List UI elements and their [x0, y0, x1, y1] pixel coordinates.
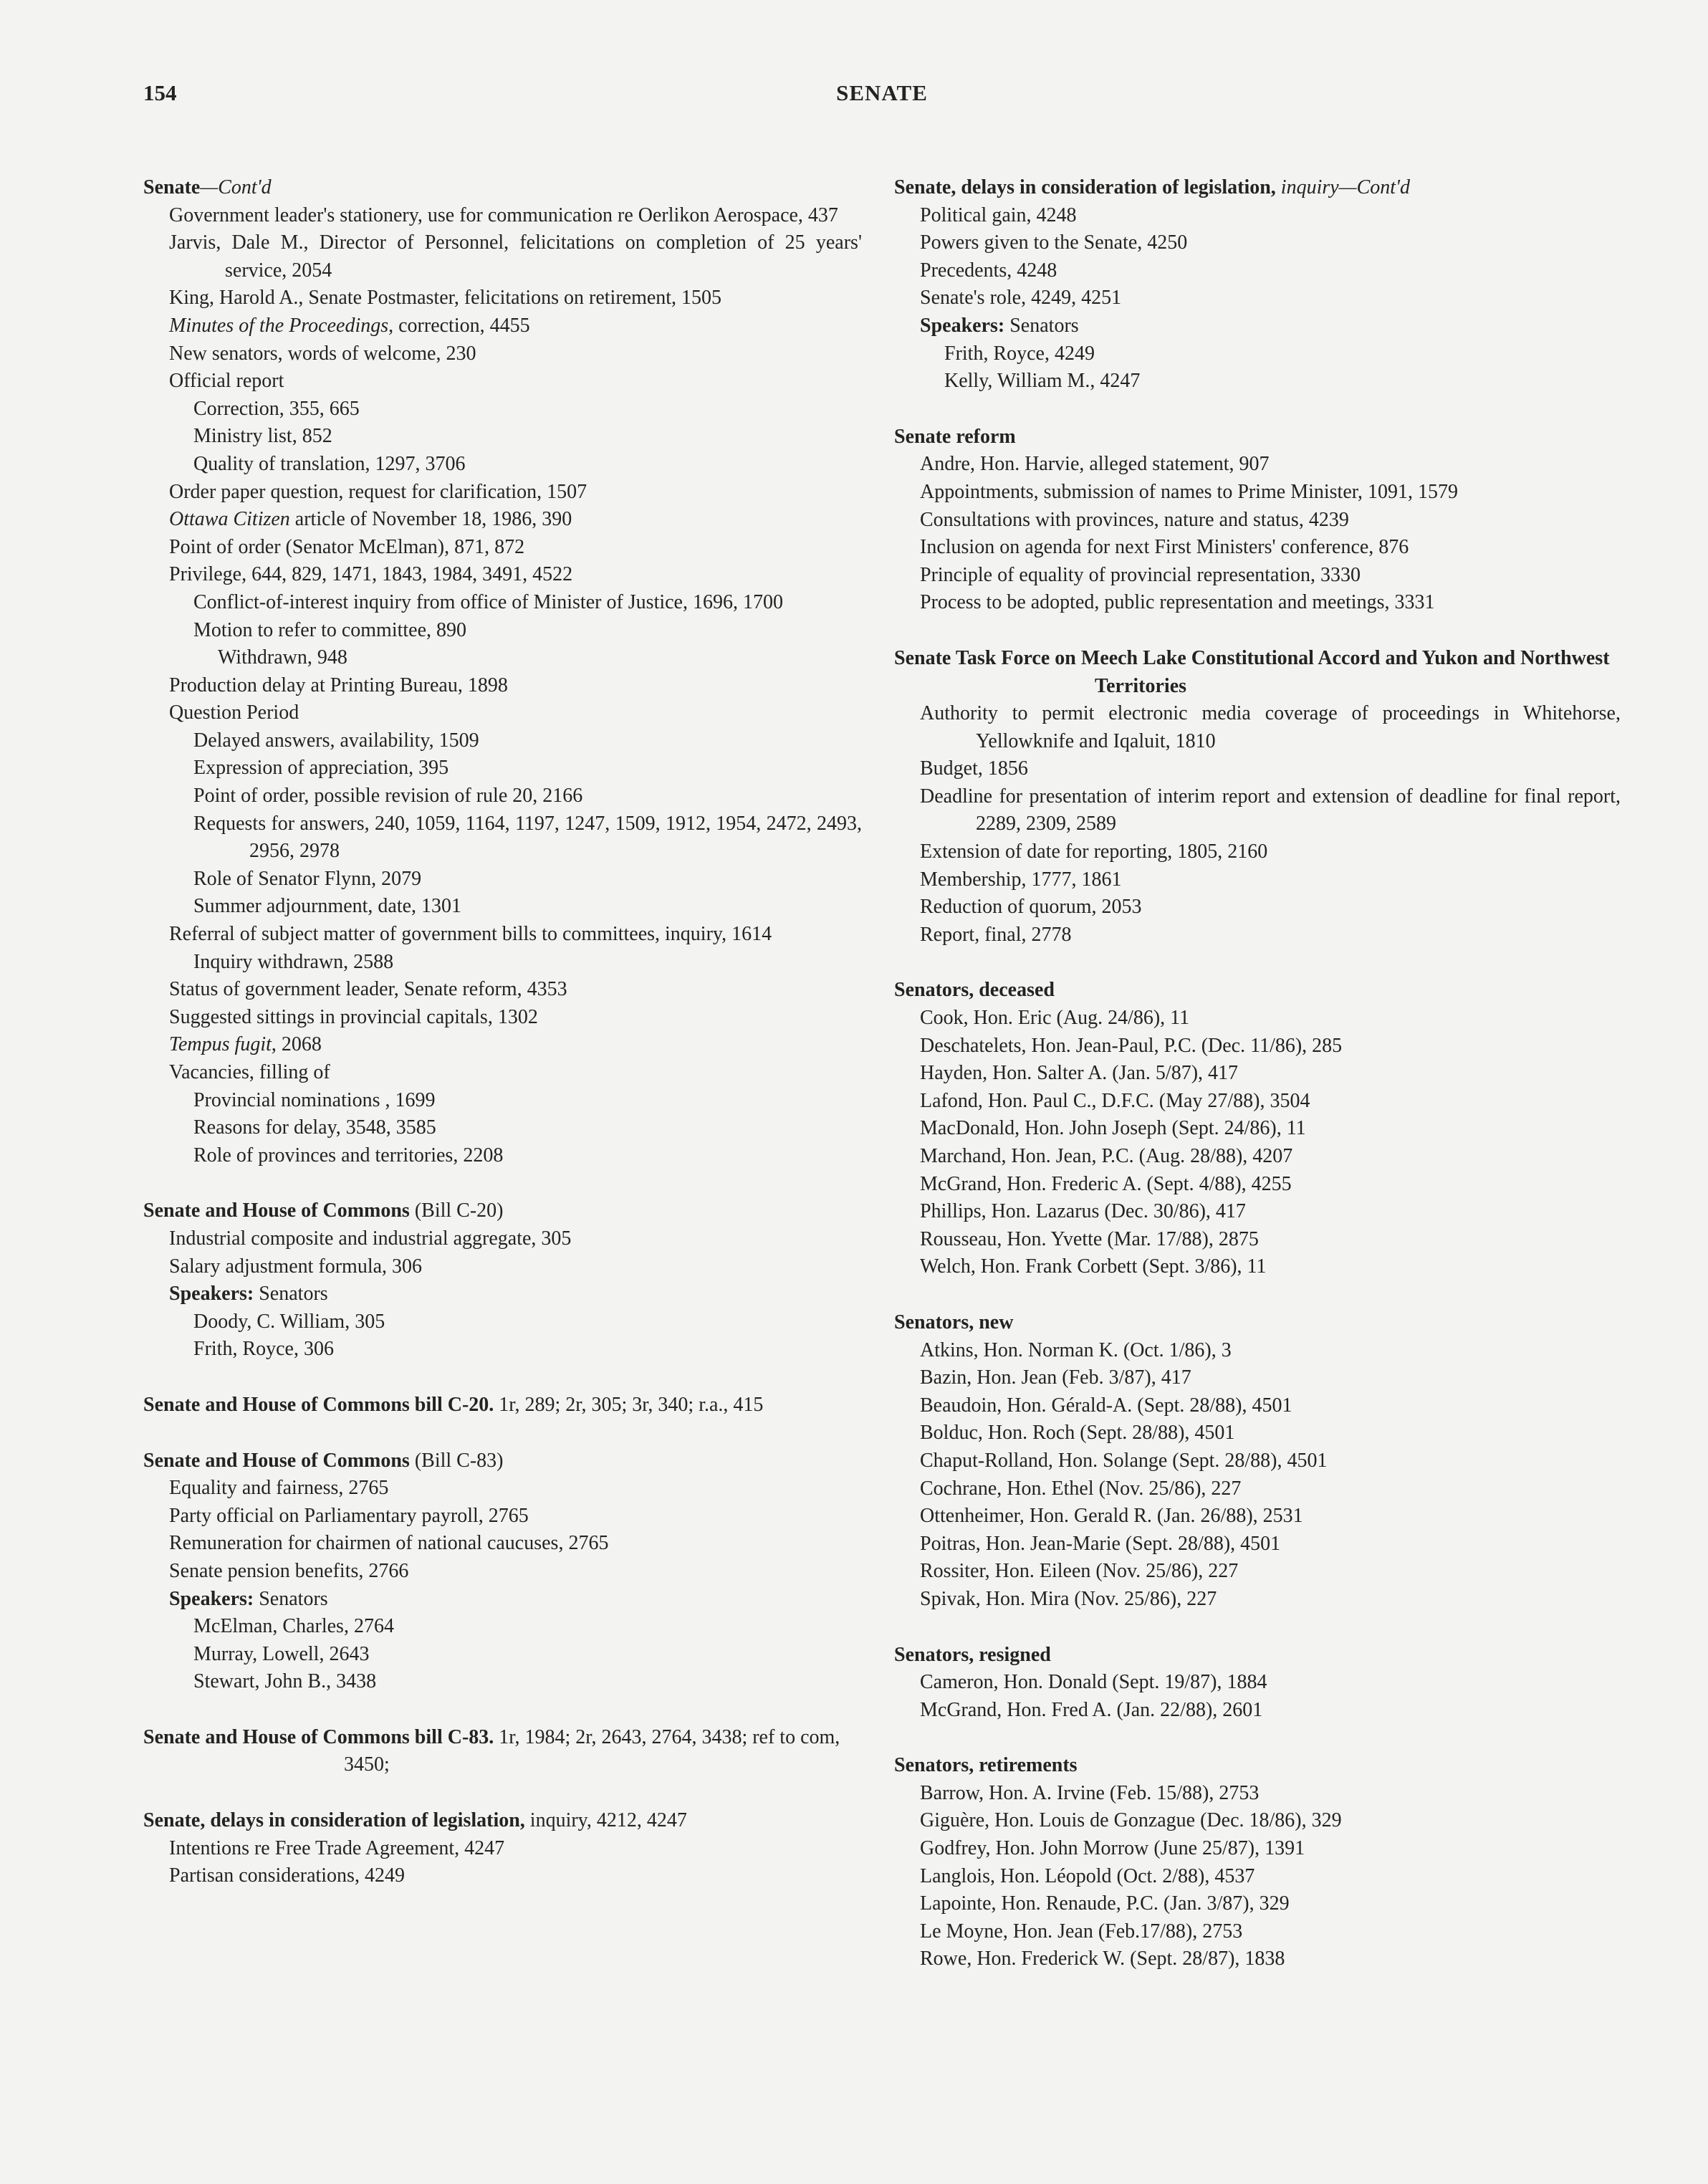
entry-heading: [143, 1447, 862, 1475]
subentry-line: [894, 1586, 1621, 1614]
subentry-line: [143, 893, 862, 921]
entry-heading: [143, 1392, 862, 1419]
entry-heading-text: Senate and House of Commons bill C-20.: [143, 1393, 494, 1416]
subentry-line: [143, 921, 862, 949]
entry-heading-suffix: 1r, 289; 2r, 305; 3r, 340; r.a., 415: [494, 1393, 764, 1416]
subentry-text: Stewart, John B., 3438: [193, 1670, 377, 1693]
subentry-line: [894, 783, 1621, 838]
subentry-text: Lapointe, Hon. Renaude, P.C. (Jan. 3/87), 329: [920, 1892, 1290, 1915]
subentry-line: [894, 1835, 1621, 1863]
subentry-line: [894, 1198, 1621, 1226]
subentry-text: Spivak, Hon. Mira (Nov. 25/86), 227: [920, 1587, 1217, 1610]
subentry-line: [894, 229, 1621, 257]
subentry-text: Welch, Hon. Frank Corbett (Sept. 3/86), 11: [920, 1255, 1267, 1278]
entry-heading: [143, 1197, 862, 1225]
subentry-text: Rousseau, Hon. Yvette (Mar. 17/88), 2875: [920, 1227, 1259, 1250]
subentry-text: Appointments, submission of names to Prime Minister, 1091, 1579: [920, 480, 1458, 503]
subentry-line: [143, 1087, 862, 1115]
subentry-text: , 2068: [271, 1033, 322, 1056]
index-entry: [894, 645, 1621, 949]
subentry-text: Authority to permit electronic media coverage of proceedings in Whitehorse, Yellowknife and Iqaluit, 1810: [920, 702, 1621, 752]
subentry-text: Deadline for presentation of interim report and extension of deadline for final report, 2289, 2309, 2589: [920, 785, 1621, 835]
subentry-text: McGrand, Hon. Fred A. (Jan. 22/88), 2601: [920, 1698, 1263, 1721]
running-title: SENATE: [836, 80, 928, 105]
subentry-text: Jarvis, Dale M., Director of Personnel, felicitations on completion of 25 years' service, 2054: [169, 231, 862, 282]
subentry-line: [894, 368, 1621, 396]
index-entry: [143, 174, 862, 1169]
subentry-line: [894, 202, 1621, 230]
subentry-text: Bolduc, Hon. Roch (Sept. 28/88), 4501: [920, 1422, 1235, 1445]
index-entry: [894, 977, 1621, 1281]
subentry-line: [894, 562, 1621, 590]
entry-heading-text: Senate and House of Commons: [143, 1199, 410, 1222]
subentry-line: [894, 921, 1621, 949]
subentry-text: Industrial composite and industrial aggregate, 305: [169, 1227, 572, 1250]
subentry-text: Role of Senator Flynn, 2079: [193, 867, 422, 890]
italic-title: Ottawa Citizen: [169, 508, 290, 531]
subentry-line: [894, 257, 1621, 285]
subentry-text: Correction, 355, 665: [193, 397, 360, 420]
subentry-text: Hayden, Hon. Salter A. (Jan. 5/87), 417: [920, 1062, 1239, 1085]
entry-heading-text: Senate and House of Commons bill C-83.: [143, 1725, 494, 1748]
subentry-line: [143, 312, 862, 340]
page-header: [143, 80, 1621, 116]
subentry-line: [894, 1364, 1621, 1392]
subentry-line: [894, 1337, 1621, 1365]
subentry-text: Deschatelets, Hon. Jean-Paul, P.C. (Dec. 11/86), 285: [920, 1034, 1343, 1057]
index-entry: [143, 1807, 862, 1890]
subentry-line: [894, 312, 1621, 340]
subentry-line: [143, 479, 862, 507]
subentry-line: [894, 1005, 1621, 1033]
subentry-text: Political gain, 4248: [920, 203, 1077, 226]
subentry-text: Frith, Royce, 306: [193, 1338, 334, 1361]
index-entry: [894, 423, 1621, 617]
index-column-right: [894, 174, 1621, 2001]
entry-heading-text: Senators, retirements: [894, 1754, 1078, 1777]
subentry-text: McGrand, Hon. Frederic A. (Sept. 4/88), 4255: [920, 1172, 1292, 1195]
subentry-text: Motion to refer to committee, 890: [193, 618, 467, 641]
subentry-line: [143, 1114, 862, 1142]
subentry-text: Senate's role, 4249, 4251: [920, 287, 1122, 310]
subentry-text: Government leader's stationery, use for communication re Oerlikon Aerospace, 437: [169, 203, 838, 226]
entry-heading: [894, 423, 1621, 451]
subentry-text: McElman, Charles, 2764: [193, 1615, 394, 1638]
subentry-line: [894, 1392, 1621, 1420]
subentry-text: Reduction of quorum, 2053: [920, 896, 1142, 919]
subentry-text: Requests for answers, 240, 1059, 1164, 1197, 1247, 1509, 1912, 1954, 2472, 2493, 2956, 2978: [193, 812, 862, 863]
subentry-text: Cameron, Hon. Donald (Sept. 19/87), 1884: [920, 1671, 1267, 1694]
subentry-text: Barrow, Hon. A. Irvine (Feb. 15/88), 2753: [920, 1781, 1260, 1804]
entry-heading-text: Senators, new: [894, 1311, 1014, 1333]
subentry-text: Partisan considerations, 4249: [169, 1864, 405, 1887]
page-number: 154: [143, 80, 177, 105]
subentry-line: [143, 755, 862, 782]
subentry-text: Cochrane, Hon. Ethel (Nov. 25/86), 227: [920, 1477, 1242, 1500]
subentry-text: Lafond, Hon. Paul C., D.F.C. (May 27/88), 3504: [920, 1089, 1310, 1112]
subentry-line: [894, 340, 1621, 368]
entry-heading-text: Senators, resigned: [894, 1643, 1051, 1666]
subentry-line: [143, 1641, 862, 1669]
subentry-line: [143, 1862, 862, 1890]
subentry-line: [894, 866, 1621, 894]
subentry-text: Point of order (Senator McElman), 871, 872: [169, 535, 525, 558]
subentry-text: Consultations with provinces, nature and status, 4239: [920, 508, 1349, 531]
subentry-line: [894, 1807, 1621, 1835]
subentry-text: Rossiter, Hon. Eileen (Nov. 25/86), 227: [920, 1560, 1239, 1583]
subentry-line: [143, 727, 862, 755]
subentry-line: [143, 976, 862, 1004]
subentry-line: [894, 1890, 1621, 1918]
subentry-line: [143, 1530, 862, 1558]
subentry-line: [143, 1586, 862, 1614]
entry-heading-text: Senate Task Force on Meech Lake Constitutional Accord and Yukon and Northwest Territories: [894, 646, 1610, 697]
subentry-text: Reasons for delay, 3548, 3585: [193, 1116, 436, 1139]
subentry-line: [143, 1475, 862, 1503]
subentry-line: [143, 1225, 862, 1253]
entry-heading-text: Senate, delays in consideration of legislation,: [894, 176, 1276, 198]
subentry-text: Cook, Hon. Eric (Aug. 24/86), 11: [920, 1007, 1190, 1030]
subentry-line: [894, 1226, 1621, 1254]
subentry-text: Frith, Royce, 4249: [944, 342, 1095, 365]
subentry-line: [894, 838, 1621, 866]
subentry-line: [143, 423, 862, 451]
subentry-text: Budget, 1856: [920, 757, 1028, 780]
subentry-line: [894, 1447, 1621, 1475]
subentry-text: Le Moyne, Hon. Jean (Feb.17/88), 2753: [920, 1920, 1243, 1943]
subentry-line: [894, 894, 1621, 921]
entry-heading-text: Senate, delays in consideration of legislation,: [143, 1809, 525, 1832]
subentry-text: Privilege, 644, 829, 1471, 1843, 1984, 3491, 4522: [169, 563, 573, 586]
subentry-text: Chaput-Rolland, Hon. Solange (Sept. 28/88), 4501: [920, 1449, 1328, 1472]
subentry-line: [894, 1033, 1621, 1060]
subentry-text: Withdrawn, 948: [218, 646, 347, 669]
subentry-line: [894, 1115, 1621, 1143]
subentry-text: Godfrey, Hon. John Morrow (June 25/87), 1391: [920, 1837, 1305, 1860]
subentry-line: [143, 1613, 862, 1641]
subentry-line: [143, 229, 862, 284]
index-entry: [143, 1724, 862, 1779]
subentry-text: Point of order, possible revision of rule 20, 2166: [193, 785, 583, 808]
subentry-line: [143, 506, 862, 534]
italic-title: Tempus fugit: [169, 1033, 272, 1056]
subentry-line: [894, 1088, 1621, 1116]
subentry-text: Party official on Parliamentary payroll, 2765: [169, 1504, 529, 1527]
subentry-line: [894, 534, 1621, 562]
subentry-text: Langlois, Hon. Léopold (Oct. 2/88), 4537: [920, 1864, 1255, 1887]
subentry-text: Report, final, 2778: [920, 923, 1072, 946]
subentry-line: [894, 1558, 1621, 1586]
subentry-line: [894, 1863, 1621, 1891]
entry-heading-text: Senate and House of Commons: [143, 1449, 410, 1472]
subentry-text: Delayed answers, availability, 1509: [193, 729, 479, 752]
entry-heading-suffix: inquiry—Cont'd: [1275, 176, 1411, 198]
subentry-text: article of November 18, 1986, 390: [289, 508, 572, 531]
subentry-text: Poitras, Hon. Jean-Marie (Sept. 28/88), 4501: [920, 1532, 1281, 1555]
subentry-line: [894, 1780, 1621, 1808]
entry-heading-text: Senate reform: [894, 425, 1016, 448]
subentry-text: Salary adjustment formula, 306: [169, 1255, 423, 1278]
subentry-line: [143, 1059, 862, 1087]
subentry-line: [143, 368, 862, 396]
index-entry: [143, 1447, 862, 1696]
subentry-line: [143, 534, 862, 562]
subentry-text: Order paper question, request for clarification, 1507: [169, 480, 587, 503]
subentry-line: [143, 1280, 862, 1308]
subentry-text: King, Harold A., Senate Postmaster, felicitations on retirement, 1505: [169, 287, 722, 310]
subentry-text: Quality of translation, 1297, 3706: [193, 452, 466, 475]
subentry-text: Phillips, Hon. Lazarus (Dec. 30/86), 417: [920, 1200, 1246, 1223]
index-column-left: [143, 174, 862, 1918]
subentry-line: [143, 396, 862, 423]
entry-heading-suffix: (Bill C-20): [409, 1199, 504, 1222]
italic-title: Minutes of the Proceedings: [169, 314, 389, 337]
subentry-text: Summer adjournment, date, 1301: [193, 895, 462, 918]
entry-heading-text: Senators, deceased: [894, 979, 1055, 1002]
subentry-line: [894, 284, 1621, 312]
subentry-line: [143, 699, 862, 727]
subentry-line: [143, 782, 862, 810]
subentry-line: [143, 451, 862, 479]
subentry-line: [143, 866, 862, 894]
subentry-line: [894, 1503, 1621, 1531]
subentry-text: New senators, words of welcome, 230: [169, 342, 476, 365]
subentry-text: Marchand, Hon. Jean, P.C. (Aug. 28/88), 4207: [920, 1145, 1293, 1167]
subentry-line: [894, 1253, 1621, 1281]
subentry-text: MacDonald, Hon. John Joseph (Sept. 24/86), 11: [920, 1117, 1306, 1140]
subentry-line: [894, 1060, 1621, 1088]
subentry-text: Production delay at Printing Bureau, 1898: [169, 674, 508, 696]
subentry-text: Bazin, Hon. Jean (Feb. 3/87), 417: [920, 1366, 1191, 1389]
subentry-text: Official report: [169, 370, 284, 393]
subentry-text: Intentions re Free Trade Agreement, 4247: [169, 1836, 505, 1859]
subentry-line: [143, 1835, 862, 1863]
subentry-text: Doody, C. William, 305: [193, 1310, 385, 1333]
speakers-label: Speakers:: [920, 314, 1005, 337]
subentry-line: [143, 1558, 862, 1586]
speakers-label: Speakers:: [169, 1283, 254, 1306]
subentry-text: Conflict-of-interest inquiry from office of Minister of Justice, 1696, 1700: [193, 590, 783, 613]
subentry-text: Referral of subject matter of government bills to committees, inquiry, 1614: [169, 923, 772, 946]
subentry-line: [143, 949, 862, 977]
subentry-line: [894, 1475, 1621, 1503]
subentry-text: Inclusion on agenda for next First Ministers' conference, 876: [920, 536, 1409, 559]
subentry-line: [143, 1503, 862, 1531]
subentry-text: Vacancies, filling of: [169, 1061, 330, 1083]
subentry-line: [143, 589, 862, 617]
subentry-text: Senators: [254, 1587, 328, 1610]
subentry-text: Rowe, Hon. Frederick W. (Sept. 28/87), 1838: [920, 1948, 1285, 1970]
subentry-text: Role of provinces and territories, 2208: [193, 1144, 504, 1167]
subentry-line: [143, 617, 862, 645]
entry-heading-text: Senate: [143, 176, 201, 198]
subentry-line: [143, 1253, 862, 1281]
subentry-line: [143, 561, 862, 589]
subentry-line: [143, 1336, 862, 1364]
subentry-line: [143, 202, 862, 230]
speakers-label: Speakers:: [169, 1587, 254, 1610]
subentry-line: [143, 284, 862, 312]
subentry-line: [143, 1308, 862, 1336]
index-entry: [894, 174, 1621, 396]
subentry-text: Suggested sittings in provincial capitals, 1302: [169, 1005, 538, 1028]
subentry-line: [894, 1945, 1621, 1973]
entry-heading: [894, 174, 1621, 202]
entry-heading: [894, 645, 1621, 700]
index-entry: [894, 1309, 1621, 1614]
entry-heading: [894, 977, 1621, 1005]
subentry-text: Ottenheimer, Hon. Gerald R. (Jan. 26/88), 2531: [920, 1505, 1303, 1528]
subentry-text: Murray, Lowell, 2643: [193, 1642, 370, 1665]
subentry-line: [143, 672, 862, 700]
subentry-text: Senators: [254, 1283, 328, 1306]
entry-heading-suffix: —Cont'd: [200, 176, 272, 198]
entry-heading-suffix: (Bill C-83): [409, 1449, 504, 1472]
entry-heading: [143, 174, 862, 202]
subentry-text: Extension of date for reporting, 1805, 2160: [920, 840, 1268, 863]
subentry-line: [894, 700, 1621, 755]
subentry-line: [894, 479, 1621, 507]
entry-heading: [143, 1724, 862, 1779]
subentry-line: [143, 810, 862, 866]
subentry-line: [894, 1669, 1621, 1697]
subentry-line: [143, 340, 862, 368]
subentry-line: [894, 755, 1621, 783]
subentry-text: Principle of equality of provincial representation, 3330: [920, 563, 1361, 586]
subentry-text: Senate pension benefits, 2766: [169, 1559, 409, 1582]
entry-heading: [894, 1642, 1621, 1670]
subentry-text: Inquiry withdrawn, 2588: [193, 950, 394, 973]
subentry-line: [143, 1142, 862, 1170]
subentry-text: Senators: [1004, 314, 1079, 337]
subentry-line: [143, 1668, 862, 1696]
subentry-line: [894, 1918, 1621, 1946]
subentry-text: Provincial nominations , 1699: [193, 1088, 436, 1111]
subentry-text: Andre, Hon. Harvie, alleged statement, 907: [920, 453, 1270, 476]
subentry-text: Atkins, Hon. Norman K. (Oct. 1/86), 3: [920, 1338, 1232, 1361]
subentry-line: [143, 1004, 862, 1032]
subentry-line: [894, 451, 1621, 479]
index-entry: [894, 1642, 1621, 1725]
subentry-text: Question Period: [169, 701, 299, 724]
subentry-line: [894, 507, 1621, 535]
subentry-text: Status of government leader, Senate reform, 4353: [169, 978, 567, 1001]
subentry-text: Process to be adopted, public representation and meetings, 3331: [920, 591, 1435, 614]
subentry-text: , correction, 4455: [388, 314, 530, 337]
entry-heading: [894, 1309, 1621, 1337]
subentry-text: Equality and fairness, 2765: [169, 1477, 389, 1500]
subentry-line: [894, 1143, 1621, 1171]
subentry-text: Membership, 1777, 1861: [920, 868, 1122, 891]
subentry-line: [894, 1171, 1621, 1199]
subentry-line: [894, 589, 1621, 617]
subentry-text: Expression of appreciation, 395: [193, 757, 449, 780]
entry-heading-suffix: inquiry, 4212, 4247: [524, 1809, 687, 1832]
subentry-text: Ministry list, 852: [193, 425, 332, 448]
index-entry: [894, 1752, 1621, 1973]
subentry-text: Beaudoin, Hon. Gérald-A. (Sept. 28/88), 4501: [920, 1394, 1292, 1417]
subentry-line: [894, 1531, 1621, 1558]
entry-heading: [143, 1807, 862, 1835]
entry-heading: [894, 1752, 1621, 1780]
subentry-line: [894, 1697, 1621, 1725]
subentry-text: Precedents, 4248: [920, 259, 1057, 282]
subentry-line: [143, 1031, 862, 1059]
subentry-line: [894, 1419, 1621, 1447]
entry-heading-suffix: 1r, 1984; 2r, 2643, 2764, 3438; ref to com, 3450;: [344, 1725, 840, 1776]
subentry-line: [143, 644, 862, 672]
subentry-text: Remuneration for chairmen of national caucuses, 2765: [169, 1532, 609, 1555]
index-entry: [143, 1197, 862, 1364]
subentry-text: Powers given to the Senate, 4250: [920, 231, 1188, 254]
index-entry: [143, 1392, 862, 1419]
subentry-text: Giguère, Hon. Louis de Gonzague (Dec. 18/86), 329: [920, 1809, 1342, 1832]
subentry-text: Kelly, William M., 4247: [944, 370, 1141, 393]
